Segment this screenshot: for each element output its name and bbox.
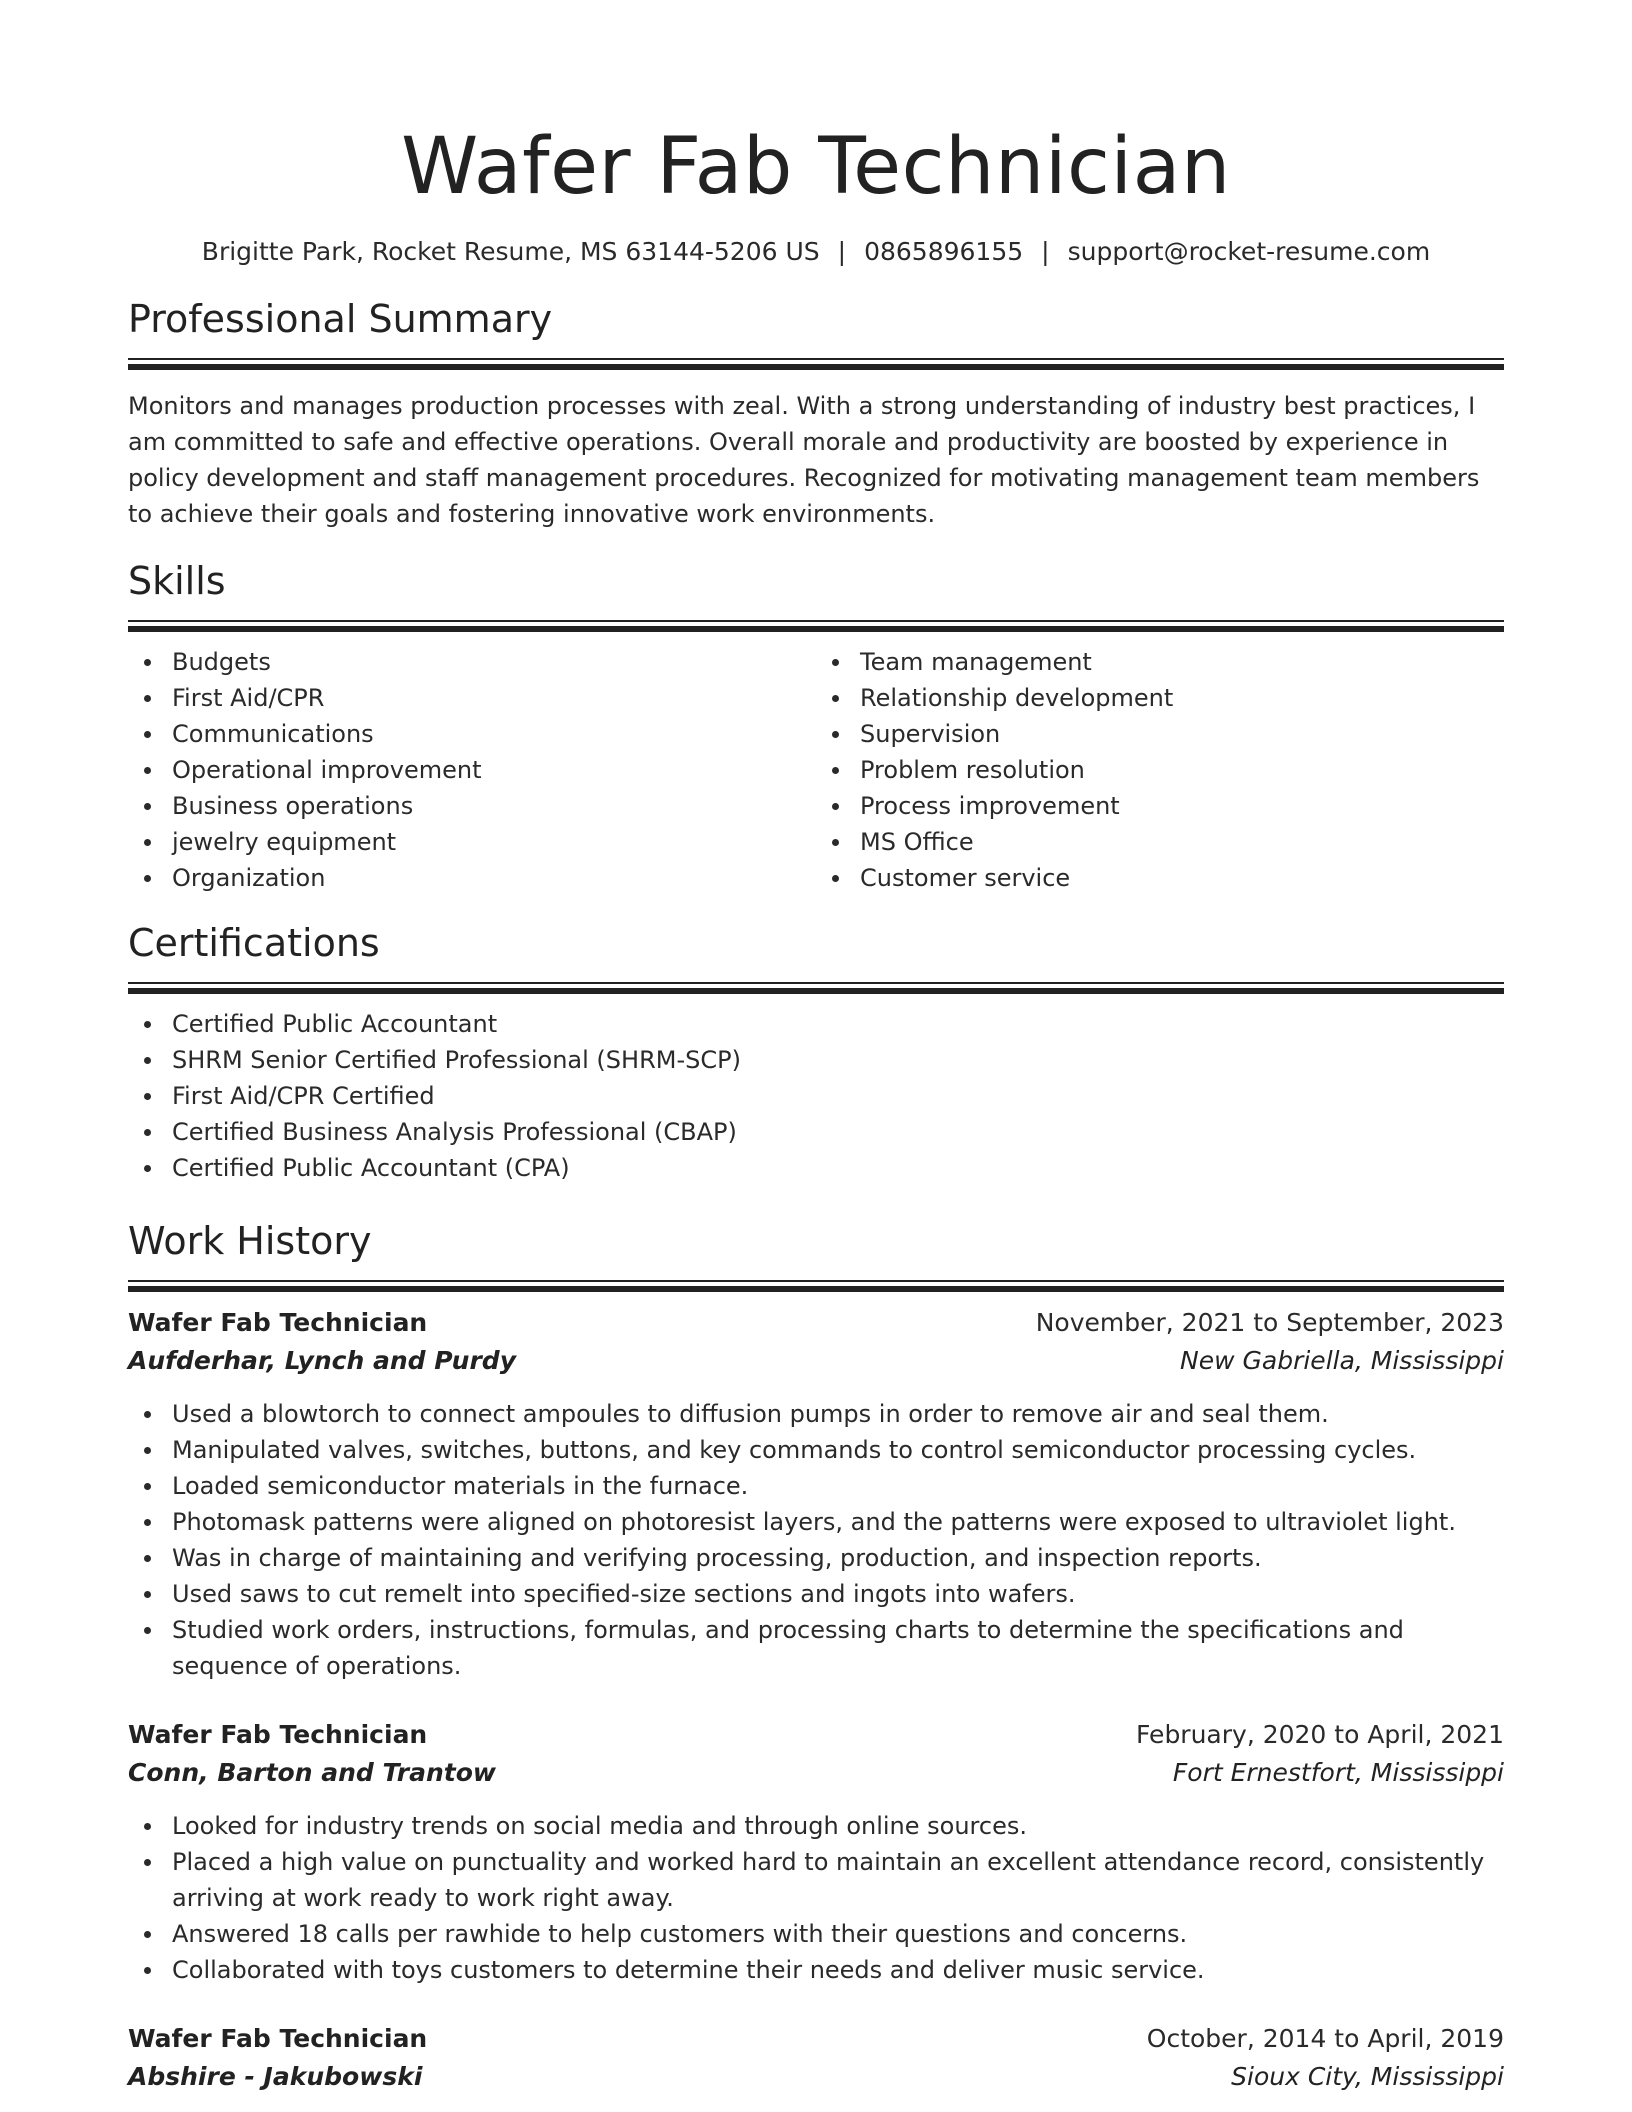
skill-item: Problem resolution [860, 752, 1504, 788]
job-bullet: Placed a high value on punctuality and worked hard to maintain an excellent attendance record, consistently arriving at work ready to work right away. [172, 1844, 1504, 1916]
skill-item: Communications [172, 716, 816, 752]
job-dates: November, 2021 to September, 2023 [1035, 1308, 1504, 1337]
section-title-summary: Professional Summary [128, 297, 553, 341]
job-company: Abshire - Jakubowski [128, 2062, 423, 2091]
skill-item: Organization [172, 860, 816, 896]
job-entry [128, 1304, 1504, 1684]
section-divider [128, 982, 1504, 984]
job-bullet: Collaborated with toys customers to determine their needs and deliver music service. [172, 1952, 1504, 1988]
job-title: Wafer Fab Technician [128, 2024, 428, 2053]
contact-separator: | [1041, 237, 1050, 266]
section-divider [128, 1280, 1504, 1282]
certifications-list [128, 1006, 1504, 1186]
certification-item: Certified Public Accountant (CPA) [172, 1150, 1504, 1186]
contact-email: support@rocket-resume.com [1067, 237, 1431, 266]
job-bullet: Used saws to cut remelt into specified-size sections and ingots into wafers. [172, 1576, 1504, 1612]
job-bullet: Photomask patterns were aligned on photoresist layers, and the patterns were exposed to ultraviolet light. [172, 1504, 1504, 1540]
resume-name: Wafer Fab Technician [401, 122, 1231, 212]
job-bullet: Answered 18 calls per rawhide to help customers with their questions and concerns. [172, 1916, 1504, 1952]
job-location: Sioux City, Mississippi [1231, 2062, 1504, 2091]
job-location: Fort Ernestfort, Mississippi [1172, 1758, 1504, 1787]
skill-item: Operational improvement [172, 752, 816, 788]
job-dates: February, 2020 to April, 2021 [1136, 1720, 1504, 1749]
skills-list-left [128, 644, 816, 896]
job-bullet: Loaded semiconductor materials in the furnace. [172, 1468, 1504, 1504]
certification-item: Certified Business Analysis Professional (CBAP) [172, 1114, 1504, 1150]
skill-item: Budgets [172, 644, 816, 680]
skill-item: Relationship development [860, 680, 1504, 716]
job-entry [128, 2020, 1504, 2096]
job-header-row [128, 1716, 1504, 1754]
summary-section [128, 294, 1504, 532]
job-bullet: Manipulated valves, switches, buttons, and key commands to control semiconductor processing cycles. [172, 1432, 1504, 1468]
job-bullet-list [128, 1396, 1504, 1684]
certifications-section [128, 918, 1504, 1186]
skill-item: Process improvement [860, 788, 1504, 824]
job-bullet-list [128, 1808, 1504, 1988]
contact-separator: | [837, 237, 847, 266]
certification-item: SHRM Senior Certified Professional (SHRM-SCP) [172, 1042, 1504, 1078]
summary-text: Monitors and manages production processes with zeal. With a strong understanding of industry best practices, I am committed to safe and effective operations. Overall morale and productivity are boosted by experience in policy development and staff management procedures. Recognized for motivating management team members to achieve their goals and fostering innovative work environments. [128, 392, 1480, 528]
job-title: Wafer Fab Technician [128, 1720, 428, 1749]
section-title-skills: Skills [128, 559, 226, 603]
job-entry [128, 1716, 1504, 1988]
job-company-row [128, 1754, 1504, 1792]
work-history-section [128, 1216, 1504, 2096]
job-header-row [128, 1304, 1504, 1342]
job-bullet: Studied work orders, instructions, formulas, and processing charts to determine the specifications and sequence of operations. [172, 1612, 1504, 1684]
job-bullet: Looked for industry trends on social media and through online sources. [172, 1808, 1504, 1844]
job-company-row [128, 2058, 1504, 2096]
skills-grid [128, 644, 1504, 896]
skill-item: First Aid/CPR [172, 680, 816, 716]
contact-line [128, 236, 1504, 268]
certification-item: Certified Public Accountant [172, 1006, 1504, 1042]
skill-item: jewelry equipment [172, 824, 816, 860]
skill-item: MS Office [860, 824, 1504, 860]
job-company: Conn, Barton and Trantow [128, 1758, 496, 1787]
skill-item: Supervision [860, 716, 1504, 752]
skills-section [128, 556, 1504, 896]
job-bullet: Was in charge of maintaining and verifying processing, production, and inspection reports. [172, 1540, 1504, 1576]
job-dates: October, 2014 to April, 2019 [1146, 2024, 1504, 2053]
job-title: Wafer Fab Technician [128, 1308, 428, 1337]
skill-item: Business operations [172, 788, 816, 824]
contact-phone: 0865896155 [864, 237, 1024, 266]
section-divider [128, 358, 1504, 360]
section-title-certifications: Certifications [128, 921, 380, 965]
job-company-row [128, 1342, 1504, 1380]
skills-list-right [816, 644, 1504, 896]
section-title-work-history: Work History [128, 1219, 372, 1263]
job-bullet: Used a blowtorch to connect ampoules to diffusion pumps in order to remove air and seal them. [172, 1396, 1504, 1432]
contact-address: Brigitte Park, Rocket Resume, MS 63144-5206 US [201, 237, 820, 266]
job-header-row [128, 2020, 1504, 2058]
job-location: New Gabriella, Mississippi [1180, 1346, 1504, 1375]
skill-item: Team management [860, 644, 1504, 680]
section-divider [128, 620, 1504, 622]
job-company: Aufderhar, Lynch and Purdy [128, 1346, 517, 1375]
certification-item: First Aid/CPR Certified [172, 1078, 1504, 1114]
skill-item: Customer service [860, 860, 1504, 896]
resume-page [128, 0, 1504, 2096]
